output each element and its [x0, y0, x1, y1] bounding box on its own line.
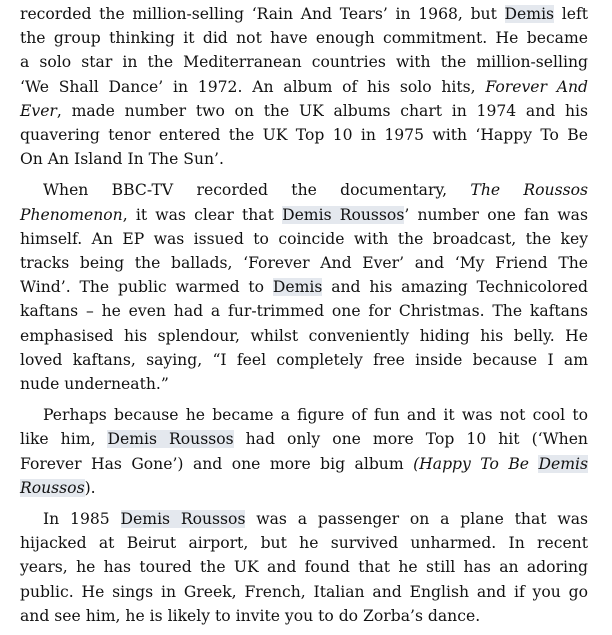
- text-line: [20, 372, 588, 396]
- text-run: ).: [84, 478, 96, 497]
- paragraph: [20, 178, 588, 396]
- text-line: [20, 555, 588, 579]
- text-run: ‘We Shall Dance’ in 1972. An album of his solo hits,: [20, 77, 486, 96]
- text-run: When BBC-TV recorded the documentary,: [43, 181, 471, 200]
- text-line: [20, 227, 588, 251]
- highlighted-name: Demis: [272, 278, 323, 297]
- text-run: recorded the million-selling ‘Rain And Tears’ in 1968, but: [20, 5, 505, 23]
- text-run: , it was clear that: [122, 205, 283, 224]
- text-line: [20, 26, 588, 50]
- text-line: [20, 50, 588, 74]
- text-run: Perhaps because he became a figure of fun and it was not cool to: [43, 406, 588, 425]
- paragraph: [20, 507, 588, 628]
- text-run: and see him, he is likely to invite you to do Zorba’s dance.: [20, 606, 481, 625]
- text-run: public. He sings in Greek, French, Italian and English and if you go: [20, 582, 588, 601]
- text-line: [20, 531, 588, 555]
- text-run: loved kaftans, saying, “I feel completely free inside because I am: [20, 350, 588, 369]
- italic-title: Ever: [20, 101, 57, 120]
- text-run: kaftans – he even had a fur-trimmed one for Christmas. The kaftans: [20, 302, 588, 321]
- text-run: left: [554, 5, 588, 23]
- text-run: tracks being the ballads, ‘Forever And Ever’ and ‘My Friend The: [20, 254, 588, 273]
- document-page: [20, 2, 588, 635]
- text-line: [20, 507, 588, 531]
- text-run: the group thinking it did not have enough commitment. He became: [20, 29, 588, 48]
- text-line: [20, 275, 588, 299]
- italic-title: Forever And: [485, 77, 588, 96]
- text-line: [20, 476, 588, 500]
- text-line: [20, 580, 588, 604]
- text-run: ’ number one fan was: [404, 205, 588, 224]
- text-run: nude underneath.”: [20, 375, 169, 394]
- text-line: [20, 99, 588, 123]
- italic-title: The Roussos: [470, 181, 588, 200]
- text-line: [20, 604, 588, 628]
- text-line: [20, 452, 588, 476]
- text-line: [20, 203, 588, 227]
- italic-title: Phenomenon: [20, 205, 123, 224]
- text-line: [20, 251, 588, 275]
- text-run: a solo star in the Mediterranean countries with the million-selling: [20, 53, 588, 72]
- highlighted-name: Demis Roussos: [282, 205, 405, 224]
- highlighted-name: Demis Roussos: [120, 510, 246, 529]
- highlighted-name: Demis: [538, 454, 588, 473]
- paragraph: [20, 403, 588, 500]
- paragraph: [20, 2, 588, 171]
- highlighted-name: Demis: [504, 5, 555, 23]
- text-line: [20, 123, 588, 147]
- text-line: [20, 348, 588, 372]
- text-line: [20, 75, 588, 99]
- text-line: [20, 178, 588, 202]
- text-run: Forever Has Gone’) and one more big album: [20, 454, 414, 473]
- text-run: hijacked at Beirut airport, but he survived unharmed. In recent: [20, 534, 588, 553]
- text-line: [20, 324, 588, 348]
- text-run: , made number two on the UK albums chart in 1974 and his: [56, 101, 588, 120]
- text-run: In 1985: [43, 510, 121, 529]
- text-line: [20, 403, 588, 427]
- italic-title: (Happy To Be: [413, 454, 539, 473]
- text-run: On An Island In The Sun’.: [20, 150, 224, 169]
- text-run: quavering tenor entered the UK Top 10 in 1975 with ‘Happy To Be: [20, 126, 588, 145]
- text-run: like him,: [20, 430, 108, 449]
- text-line: [20, 147, 588, 171]
- text-line: [20, 2, 588, 26]
- text-run: and his amazing Technicolored: [322, 278, 588, 297]
- text-run: was a passenger on a plane that was: [245, 510, 588, 529]
- text-run: had only one more Top 10 hit (‘When: [233, 430, 588, 449]
- highlighted-name: Roussos: [20, 478, 85, 497]
- text-line: [20, 299, 588, 323]
- highlighted-name: Demis Roussos: [107, 430, 234, 449]
- text-run: himself. An EP was issued to coincide with the broadcast, the key: [20, 229, 588, 248]
- text-run: Wind’. The public warmed to: [20, 278, 273, 297]
- text-line: [20, 427, 588, 451]
- text-run: emphasised his splendour, whilst conveniently hiding his belly. He: [20, 326, 588, 345]
- text-run: years, he has toured the UK and found that he still has an adoring: [20, 558, 588, 577]
